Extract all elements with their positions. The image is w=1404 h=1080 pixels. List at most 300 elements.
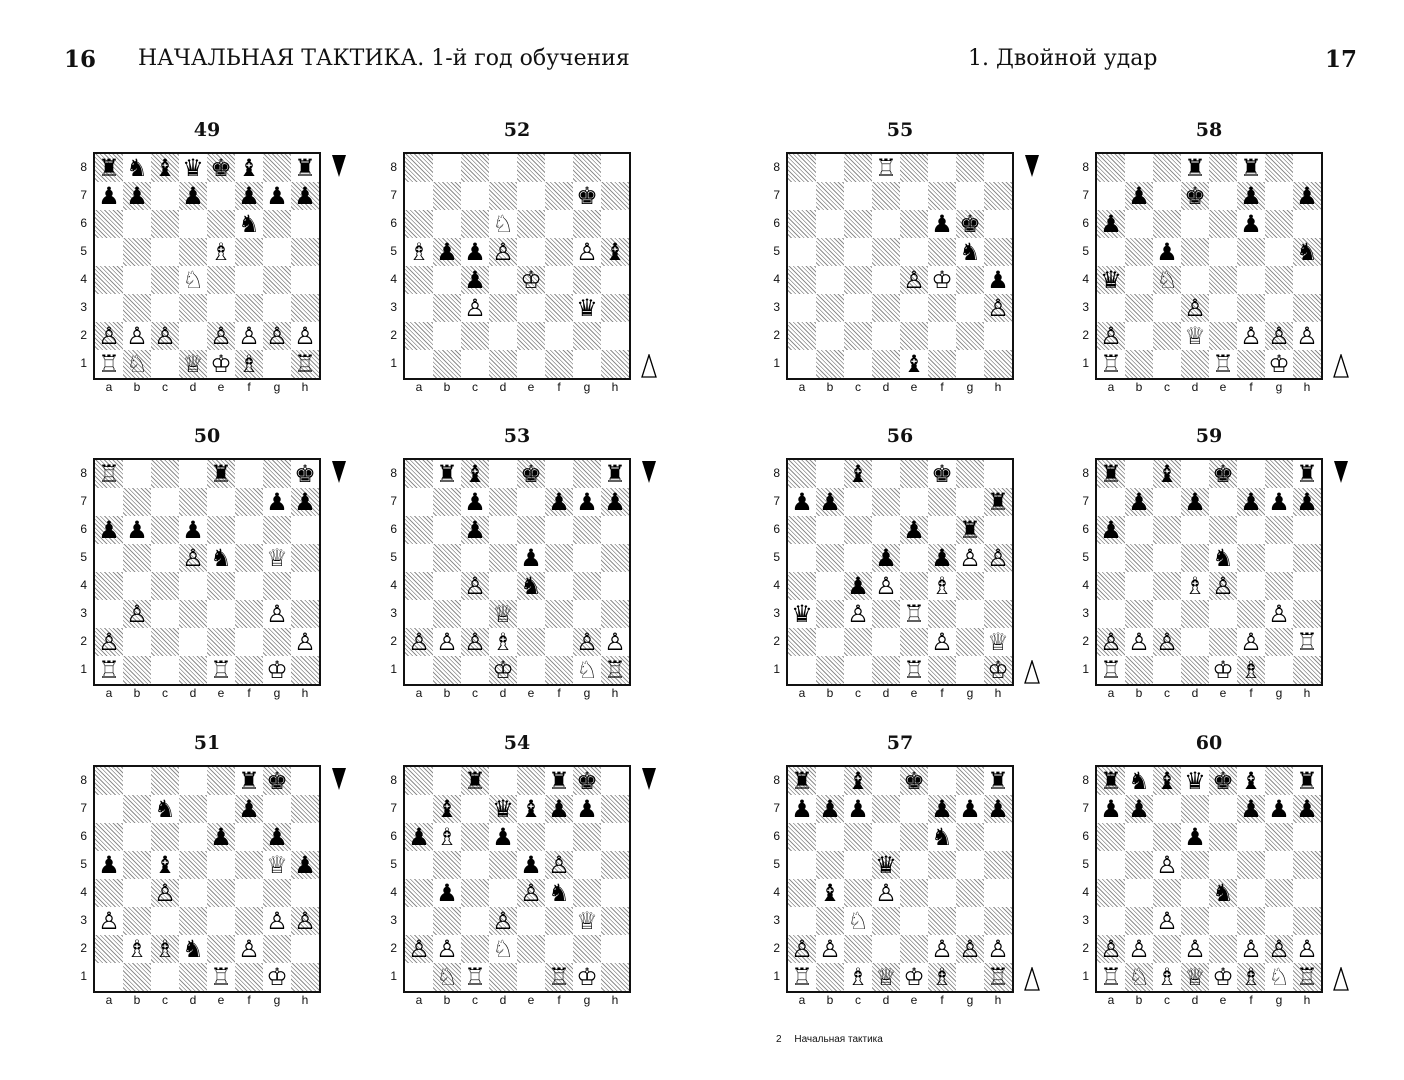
square-h5 (984, 238, 1012, 266)
chess-board (403, 765, 631, 993)
square-c5 (151, 238, 179, 266)
square-b5 (123, 238, 151, 266)
square-g8 (956, 767, 984, 795)
square-h6 (1293, 210, 1321, 238)
square-f1 (545, 656, 573, 684)
square-f5 (545, 851, 573, 879)
square-e1 (1209, 350, 1237, 378)
square-a8 (788, 154, 816, 182)
square-b1 (433, 350, 461, 378)
square-d2 (489, 935, 517, 963)
black-bishop-icon: ♝ (154, 851, 176, 879)
square-d6 (489, 516, 517, 544)
file-label: f (247, 993, 251, 1007)
white-pawn-icon: ♙ (266, 600, 288, 628)
square-c8 (1153, 460, 1181, 488)
black-pawn-icon: ♟ (576, 488, 598, 516)
square-d6 (1181, 516, 1209, 544)
square-d3 (489, 294, 517, 322)
square-f6 (545, 823, 573, 851)
square-b6 (433, 210, 461, 238)
square-g2 (1265, 628, 1293, 656)
square-g7 (263, 795, 291, 823)
square-h1 (984, 656, 1012, 684)
square-a6 (405, 516, 433, 544)
square-f5 (928, 544, 956, 572)
square-h7 (601, 795, 629, 823)
file-label: e (217, 993, 225, 1007)
square-f8 (1237, 460, 1265, 488)
square-h4 (984, 879, 1012, 907)
white-to-move-icon (1024, 967, 1040, 991)
white-pawn-icon: ♙ (464, 294, 486, 322)
square-e1 (517, 350, 545, 378)
square-c5 (461, 238, 489, 266)
square-d5 (489, 238, 517, 266)
square-e5 (517, 544, 545, 572)
black-king-icon: ♚ (1212, 460, 1234, 488)
square-h8 (984, 767, 1012, 795)
square-b5 (433, 544, 461, 572)
square-e3 (1209, 600, 1237, 628)
square-a4 (788, 879, 816, 907)
square-h6 (601, 516, 629, 544)
square-h1 (984, 963, 1012, 991)
white-pawn-icon: ♙ (931, 935, 953, 963)
square-a5 (1097, 851, 1125, 879)
white-bishop-icon: ♗ (126, 935, 148, 963)
file-label: h (611, 686, 619, 700)
square-g4 (956, 266, 984, 294)
diagram-53 (390, 425, 693, 714)
square-g8 (1265, 767, 1293, 795)
square-e6 (900, 210, 928, 238)
square-h6 (291, 516, 319, 544)
square-d7 (872, 182, 900, 210)
black-pawn-icon: ♟ (1268, 795, 1290, 823)
white-bishop-icon: ♗ (154, 935, 176, 963)
square-g5 (263, 544, 291, 572)
square-d1 (872, 350, 900, 378)
square-f7 (1237, 795, 1265, 823)
square-a1 (95, 963, 123, 991)
square-e7 (900, 795, 928, 823)
square-a2 (1097, 935, 1125, 963)
square-g5 (573, 238, 601, 266)
file-label: c (162, 993, 168, 1007)
black-rook-icon: ♜ (1296, 460, 1318, 488)
square-h4 (291, 572, 319, 600)
rank-labels (768, 152, 780, 376)
square-d4 (489, 879, 517, 907)
white-pawn-icon: ♙ (266, 322, 288, 350)
square-c6 (461, 210, 489, 238)
square-f2 (928, 935, 956, 963)
rank-label: 5 (80, 857, 87, 871)
white-pawn-icon: ♙ (238, 935, 260, 963)
black-bishop-icon: ♝ (1156, 460, 1178, 488)
black-pawn-icon: ♟ (182, 516, 204, 544)
white-pawn-icon: ♙ (1100, 322, 1122, 350)
square-b2 (123, 935, 151, 963)
black-rook-icon: ♜ (987, 488, 1009, 516)
square-e2 (1209, 628, 1237, 656)
square-f8 (545, 154, 573, 182)
square-a7 (1097, 182, 1125, 210)
black-bishop-icon: ♝ (1156, 767, 1178, 795)
file-label: e (527, 686, 535, 700)
rank-labels (385, 765, 397, 989)
file-labels (1097, 993, 1321, 1007)
square-g3 (956, 907, 984, 935)
square-h4 (984, 266, 1012, 294)
square-f5 (1237, 238, 1265, 266)
rank-label: 8 (390, 466, 397, 480)
black-pawn-icon: ♟ (294, 851, 316, 879)
square-d7 (1181, 488, 1209, 516)
square-a5 (95, 851, 123, 879)
square-h4 (291, 879, 319, 907)
white-knight-icon: ♘ (492, 935, 514, 963)
white-king-icon: ♔ (987, 656, 1009, 684)
square-g1 (956, 656, 984, 684)
square-e8 (900, 767, 928, 795)
white-bishop-icon: ♗ (210, 238, 232, 266)
white-pawn-icon: ♙ (154, 322, 176, 350)
square-g7 (573, 488, 601, 516)
square-f1 (928, 963, 956, 991)
square-h2 (1293, 322, 1321, 350)
square-b6 (816, 516, 844, 544)
file-label: b (826, 686, 834, 700)
square-c4 (844, 879, 872, 907)
square-h2 (601, 628, 629, 656)
rank-label: 5 (1082, 857, 1089, 871)
rank-label: 7 (773, 188, 780, 202)
chess-board (786, 765, 1014, 993)
square-e8 (1209, 460, 1237, 488)
square-g2 (573, 628, 601, 656)
file-label: h (1303, 686, 1311, 700)
file-labels (405, 686, 629, 700)
square-d3 (872, 600, 900, 628)
file-label: f (1249, 380, 1253, 394)
white-pawn-icon: ♙ (294, 907, 316, 935)
square-b8 (123, 460, 151, 488)
square-d7 (1181, 182, 1209, 210)
square-f8 (1237, 154, 1265, 182)
square-b1 (433, 963, 461, 991)
square-f3 (928, 600, 956, 628)
file-label: e (527, 993, 535, 1007)
file-label: c (472, 993, 478, 1007)
square-e3 (207, 294, 235, 322)
square-a4 (788, 572, 816, 600)
square-b6 (123, 823, 151, 851)
square-e5 (517, 238, 545, 266)
square-d5 (179, 238, 207, 266)
square-e4 (517, 266, 545, 294)
square-b6 (123, 210, 151, 238)
square-h1 (1293, 350, 1321, 378)
file-label: h (1303, 993, 1311, 1007)
rank-label: 3 (1082, 300, 1089, 314)
file-label: c (472, 380, 478, 394)
white-pawn-icon: ♙ (464, 572, 486, 600)
square-c2 (1153, 935, 1181, 963)
square-a2 (405, 322, 433, 350)
square-e5 (517, 851, 545, 879)
square-e4 (900, 266, 928, 294)
square-h4 (601, 572, 629, 600)
white-pawn-icon: ♙ (1156, 628, 1178, 656)
square-a4 (405, 572, 433, 600)
square-h5 (1293, 238, 1321, 266)
square-e7 (207, 182, 235, 210)
black-pawn-icon: ♟ (436, 238, 458, 266)
square-f8 (1237, 767, 1265, 795)
square-b2 (816, 628, 844, 656)
square-d4 (179, 572, 207, 600)
diagram-number: 58 (1195, 119, 1223, 141)
file-labels (788, 686, 1012, 700)
black-pawn-icon: ♟ (819, 488, 841, 516)
square-f3 (928, 294, 956, 322)
square-f5 (545, 544, 573, 572)
white-knight-icon: ♘ (576, 656, 598, 684)
white-knight-icon: ♘ (126, 350, 148, 378)
black-pawn-icon: ♟ (548, 795, 570, 823)
square-f7 (235, 488, 263, 516)
square-b3 (1125, 907, 1153, 935)
square-b6 (433, 516, 461, 544)
white-pawn-icon: ♙ (1240, 628, 1262, 656)
black-king-icon: ♚ (576, 182, 598, 210)
diagram-number: 59 (1195, 425, 1223, 447)
square-e7 (207, 795, 235, 823)
square-b4 (816, 879, 844, 907)
rank-label: 5 (390, 244, 397, 258)
square-b1 (816, 350, 844, 378)
square-d2 (872, 322, 900, 350)
square-g1 (263, 350, 291, 378)
diagram-58 (1082, 119, 1385, 408)
file-label: f (940, 380, 944, 394)
file-labels (788, 380, 1012, 394)
square-b7 (433, 795, 461, 823)
rank-label: 2 (1082, 634, 1089, 648)
square-f4 (1237, 266, 1265, 294)
rank-label: 2 (390, 328, 397, 342)
file-label: f (557, 380, 561, 394)
square-d4 (872, 572, 900, 600)
white-pawn-icon: ♙ (959, 935, 981, 963)
square-e8 (207, 154, 235, 182)
square-b7 (433, 488, 461, 516)
white-bishop-icon: ♗ (847, 963, 869, 991)
square-g1 (1265, 963, 1293, 991)
white-rook-icon: ♖ (294, 350, 316, 378)
diagram-54 (390, 732, 693, 1021)
white-rook-icon: ♖ (98, 350, 120, 378)
square-c4 (151, 879, 179, 907)
square-g5 (1265, 544, 1293, 572)
square-b8 (433, 460, 461, 488)
rank-label: 1 (773, 662, 780, 676)
diagram-number: 54 (503, 732, 531, 754)
square-a5 (405, 544, 433, 572)
square-h2 (601, 322, 629, 350)
white-pawn-icon: ♙ (520, 879, 542, 907)
white-rook-icon: ♖ (1100, 963, 1122, 991)
black-king-icon: ♚ (210, 154, 232, 182)
square-a5 (788, 851, 816, 879)
rank-label: 6 (1082, 216, 1089, 230)
square-g3 (1265, 907, 1293, 935)
square-e8 (900, 154, 928, 182)
white-pawn-icon: ♙ (408, 935, 430, 963)
rank-label: 8 (80, 160, 87, 174)
square-b7 (1125, 795, 1153, 823)
square-b2 (816, 935, 844, 963)
square-c3 (1153, 907, 1181, 935)
rank-label: 3 (773, 300, 780, 314)
black-pawn-icon: ♟ (1100, 516, 1122, 544)
square-d7 (489, 488, 517, 516)
file-label: c (1164, 686, 1170, 700)
white-pawn-icon: ♙ (1268, 935, 1290, 963)
square-g6 (573, 516, 601, 544)
square-b3 (123, 600, 151, 628)
rank-labels (75, 458, 87, 682)
square-g6 (956, 823, 984, 851)
square-f3 (235, 907, 263, 935)
white-king-icon: ♔ (520, 266, 542, 294)
square-h2 (984, 322, 1012, 350)
rank-label: 6 (80, 216, 87, 230)
chess-board (1095, 152, 1323, 380)
white-rook-icon: ♖ (210, 656, 232, 684)
square-c1 (151, 656, 179, 684)
black-queen-icon: ♛ (791, 600, 813, 628)
square-h2 (984, 628, 1012, 656)
square-d6 (489, 823, 517, 851)
black-pawn-icon: ♟ (1268, 488, 1290, 516)
black-knight-icon: ♞ (931, 823, 953, 851)
square-f4 (928, 879, 956, 907)
rank-label: 4 (390, 885, 397, 899)
file-label: g (583, 993, 591, 1007)
square-b7 (1125, 488, 1153, 516)
rank-label: 7 (390, 188, 397, 202)
black-pawn-icon: ♟ (1240, 210, 1262, 238)
black-king-icon: ♚ (931, 460, 953, 488)
file-label: d (189, 380, 197, 394)
square-g4 (956, 879, 984, 907)
rank-label: 3 (1082, 913, 1089, 927)
file-label: b (826, 993, 834, 1007)
file-label: b (826, 380, 834, 394)
rank-label: 4 (80, 885, 87, 899)
left-running-title: НАЧАЛЬНАЯ ТАКТИКА. 1-й год обучения (138, 46, 630, 71)
square-g3 (1265, 600, 1293, 628)
square-f5 (1237, 544, 1265, 572)
square-f7 (928, 795, 956, 823)
white-king-icon: ♔ (492, 656, 514, 684)
square-c4 (461, 266, 489, 294)
white-queen-icon: ♕ (266, 851, 288, 879)
square-g3 (1265, 294, 1293, 322)
black-pawn-icon: ♟ (931, 795, 953, 823)
white-rook-icon: ♖ (903, 600, 925, 628)
file-label: g (1275, 380, 1283, 394)
square-e1 (1209, 963, 1237, 991)
square-e3 (517, 294, 545, 322)
square-f5 (235, 851, 263, 879)
square-b4 (433, 879, 461, 907)
square-b4 (433, 266, 461, 294)
white-pawn-icon: ♙ (464, 628, 486, 656)
file-label: f (247, 686, 251, 700)
black-to-move-icon (641, 460, 657, 484)
file-label: f (557, 993, 561, 1007)
square-f2 (1237, 322, 1265, 350)
file-label: c (162, 686, 168, 700)
white-knight-icon: ♘ (1268, 963, 1290, 991)
square-a5 (95, 238, 123, 266)
black-pawn-icon: ♟ (266, 823, 288, 851)
square-e6 (207, 516, 235, 544)
rank-label: 7 (1082, 188, 1089, 202)
square-a7 (788, 795, 816, 823)
square-a4 (405, 879, 433, 907)
file-label: g (966, 686, 974, 700)
square-d8 (179, 154, 207, 182)
black-bishop-icon: ♝ (238, 154, 260, 182)
square-a2 (95, 628, 123, 656)
file-label: h (994, 993, 1002, 1007)
square-a2 (95, 322, 123, 350)
square-d6 (489, 210, 517, 238)
square-h4 (291, 266, 319, 294)
square-h8 (1293, 460, 1321, 488)
white-pawn-icon: ♙ (210, 322, 232, 350)
square-f3 (545, 907, 573, 935)
square-d6 (179, 210, 207, 238)
square-h4 (1293, 572, 1321, 600)
square-h6 (984, 210, 1012, 238)
rank-label: 3 (1082, 606, 1089, 620)
white-king-icon: ♔ (210, 350, 232, 378)
black-pawn-icon: ♟ (238, 182, 260, 210)
square-c3 (844, 907, 872, 935)
black-pawn-icon: ♟ (266, 488, 288, 516)
rank-label: 7 (1082, 494, 1089, 508)
diagram-55 (773, 119, 1076, 408)
square-g7 (263, 182, 291, 210)
square-f2 (1237, 628, 1265, 656)
square-a7 (405, 488, 433, 516)
square-e2 (900, 322, 928, 350)
file-label: a (798, 380, 806, 394)
white-king-icon: ♔ (1268, 350, 1290, 378)
square-a3 (405, 294, 433, 322)
left-page-number: 16 (64, 46, 97, 73)
square-f8 (928, 154, 956, 182)
white-queen-icon: ♕ (182, 350, 204, 378)
diagram-number: 57 (886, 732, 914, 754)
square-h6 (1293, 823, 1321, 851)
